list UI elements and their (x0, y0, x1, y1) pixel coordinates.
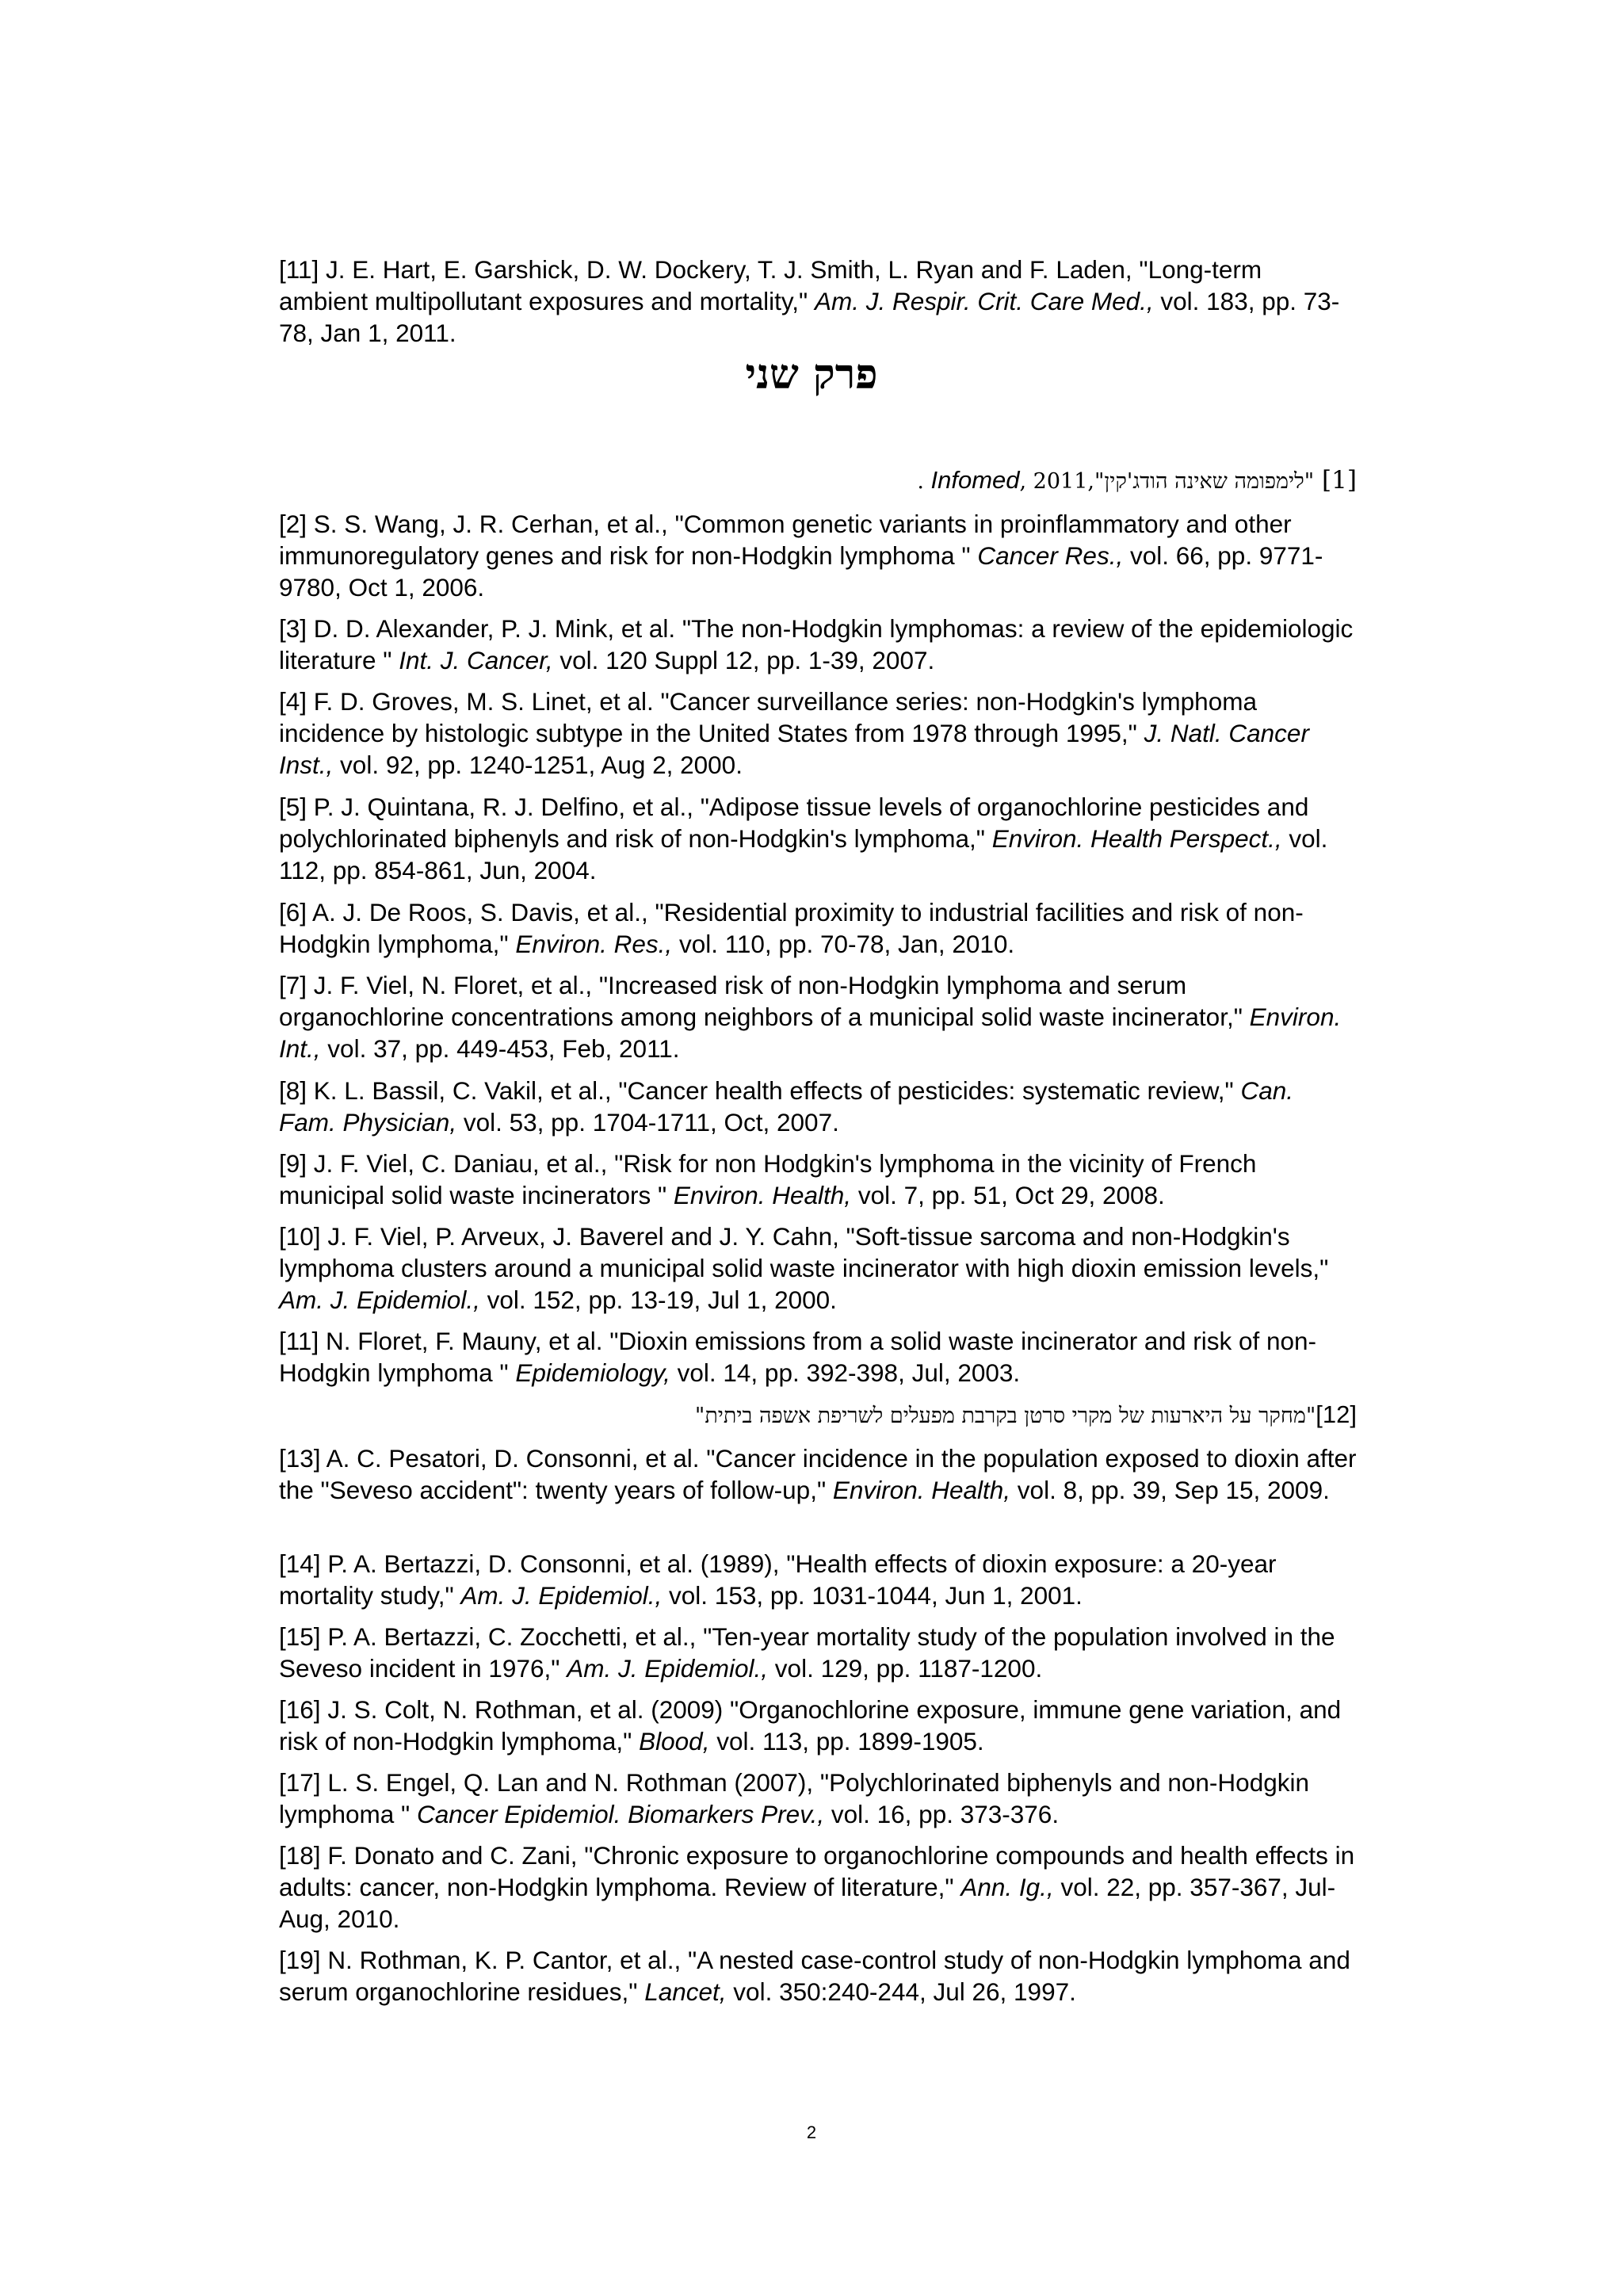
reference-16: [16] J. S. Colt, N. Rothman, et al. (2009) "Organochlorine exposure, immune gene variation, and risk of non-Hodgkin lymphoma," Blood, vol. 113, pp. 1899-1905. (279, 1695, 1342, 1755)
reference-15: [15] P. A. Bertazzi, C. Zocchetti, et al., "Ten-year mortality study of the population involved in the Seveso incident in 1976," Am. J. Epidemiol., vol. 129, pp. 1187-1200. (279, 1622, 1335, 1683)
reference-1-hebrew: [1] "לימפומה שאינה הודג'קין",Infomed, 2011 . (917, 466, 1357, 495)
reference-8: [8] K. L. Bassil, C. Vakil, et al., "Cancer health effects of pesticides: systematic review," Can. Fam. Physician, vol. 53, pp. 1704-1711, Oct, 2007. (279, 1076, 1294, 1137)
chapter-title: פרק שני (745, 350, 878, 399)
reference-2: [2] S. S. Wang, J. R. Cerhan, et al., "Common genetic variants in proinflammatory and other immunoregulatory genes and risk for non-Hodgkin lymphoma " Cancer Res., vol. 66, pp. 9771-9780, Oct 1, 2006. (279, 510, 1323, 602)
reference-prev-11: [11] J. E. Hart, E. Garshick, D. W. Dockery, T. J. Smith, L. Ryan and F. Laden, "Long-term ambient multipollutant exposures and mortality," Am. J. Respir. Crit. Care Med., vol. 183, pp. 73-78, Jan 1, 2011. (279, 255, 1340, 347)
reference-6: [6] A. J. De Roos, S. Davis, et al., "Residential proximity to industrial facilities and risk of non-Hodgkin lymphoma," Environ. Res., vol. 110, pp. 70-78, Jan, 2010. (279, 898, 1304, 958)
reference-4: [4] F. D. Groves, M. S. Linet, et al. "Cancer surveillance series: non-Hodgkin's lymphoma incidence by histologic subtype in the United States from 1978 through 1995," J. Natl. Cancer Inst., vol. 92, pp. 1240-1251, Aug 2, 2000. (279, 687, 1309, 779)
reference-13: [13] A. C. Pesatori, D. Consonni, et al. "Cancer incidence in the population exposed to dioxin after the "Seveso accident": twenty years of follow-up," Environ. Health, vol. 8, pp. 39, Sep 15, 2009. (279, 1444, 1357, 1504)
reference-10: [10] J. F. Viel, P. Arveux, J. Baverel and J. Y. Cahn, "Soft-tissue sarcoma and non-Hodgkin's lymphoma clusters around a municipal solid waste incinerator with high dioxin emission levels," Am. J. Epidemiol., vol. 152, pp. 13-19, Jul 1, 2000. (279, 1222, 1329, 1314)
reference-19: [19] N. Rothman, K. P. Cantor, et al., "A nested case-control study of non-Hodgkin lymphoma and serum organochlorine residues," Lancet, vol. 350:240-244, Jul 26, 1997. (279, 1946, 1350, 2006)
reference-7: [7] J. F. Viel, N. Floret, et al., "Increased risk of non-Hodgkin lymphoma and serum organochlorine concentrations among neighbors of a municipal solid waste incinerator," Environ. Int., vol. 37, pp. 449-453, Feb, 2011. (279, 971, 1342, 1063)
reference-18: [18] F. Donato and C. Zani, "Chronic exposure to organochlorine compounds and health effects in adults: cancer, non-Hodgkin lymphoma. Review of literature," Ann. Ig., vol. 22, pp. 357-367, Jul-Aug, 2010. (279, 1841, 1355, 1933)
reference-11: [11] N. Floret, F. Mauny, et al. "Dioxin emissions from a solid waste incinerator and risk of non-Hodgkin lymphoma " Epidemiology, vol. 14, pp. 392-398, Jul, 2003. (279, 1327, 1317, 1387)
reference-14: [14] P. A. Bertazzi, D. Consonni, et al. (1989), "Health effects of dioxin exposure: a 20-year mortality study," Am. J. Epidemiol., vol. 153, pp. 1031-1044, Jun 1, 2001. (279, 1549, 1277, 1610)
reference-17: [17] L. S. Engel, Q. Lan and N. Rothman (2007), "Polychlorinated biphenyls and non-Hodgkin lymphoma " Cancer Epidemiol. Biomarkers Prev., vol. 16, pp. 373-376. (279, 1768, 1309, 1828)
reference-5: [5] P. J. Quintana, R. J. Delfino, et al., "Adipose tissue levels of organochlorine pesticides and polychlorinated biphenyls and risk of non-Hodgkin's lymphoma," Environ. Health Perspect., vol. 112, pp. 854-861, Jun, 2004. (279, 793, 1328, 884)
page-number: 2 (806, 2122, 817, 2142)
reference-3: [3] D. D. Alexander, P. J. Mink, et al. "The non-Hodgkin lymphomas: a review of the epidemiologic literature " Int. J. Cancer, vol. 120 Suppl 12, pp. 1-39, 2007. (279, 614, 1354, 674)
reference-9: [9] J. F. Viel, C. Daniau, et al., "Risk for non Hodgkin's lymphoma in the vicinity of French municipal solid waste incinerators " Environ. Health, vol. 7, pp. 51, Oct 29, 2008. (279, 1149, 1257, 1209)
reference-12-hebrew: [12]"מחקר על היארעות של מקרי סרטן בקרבת מפעלים לשריפת אשפה ביתית" (694, 1400, 1357, 1428)
